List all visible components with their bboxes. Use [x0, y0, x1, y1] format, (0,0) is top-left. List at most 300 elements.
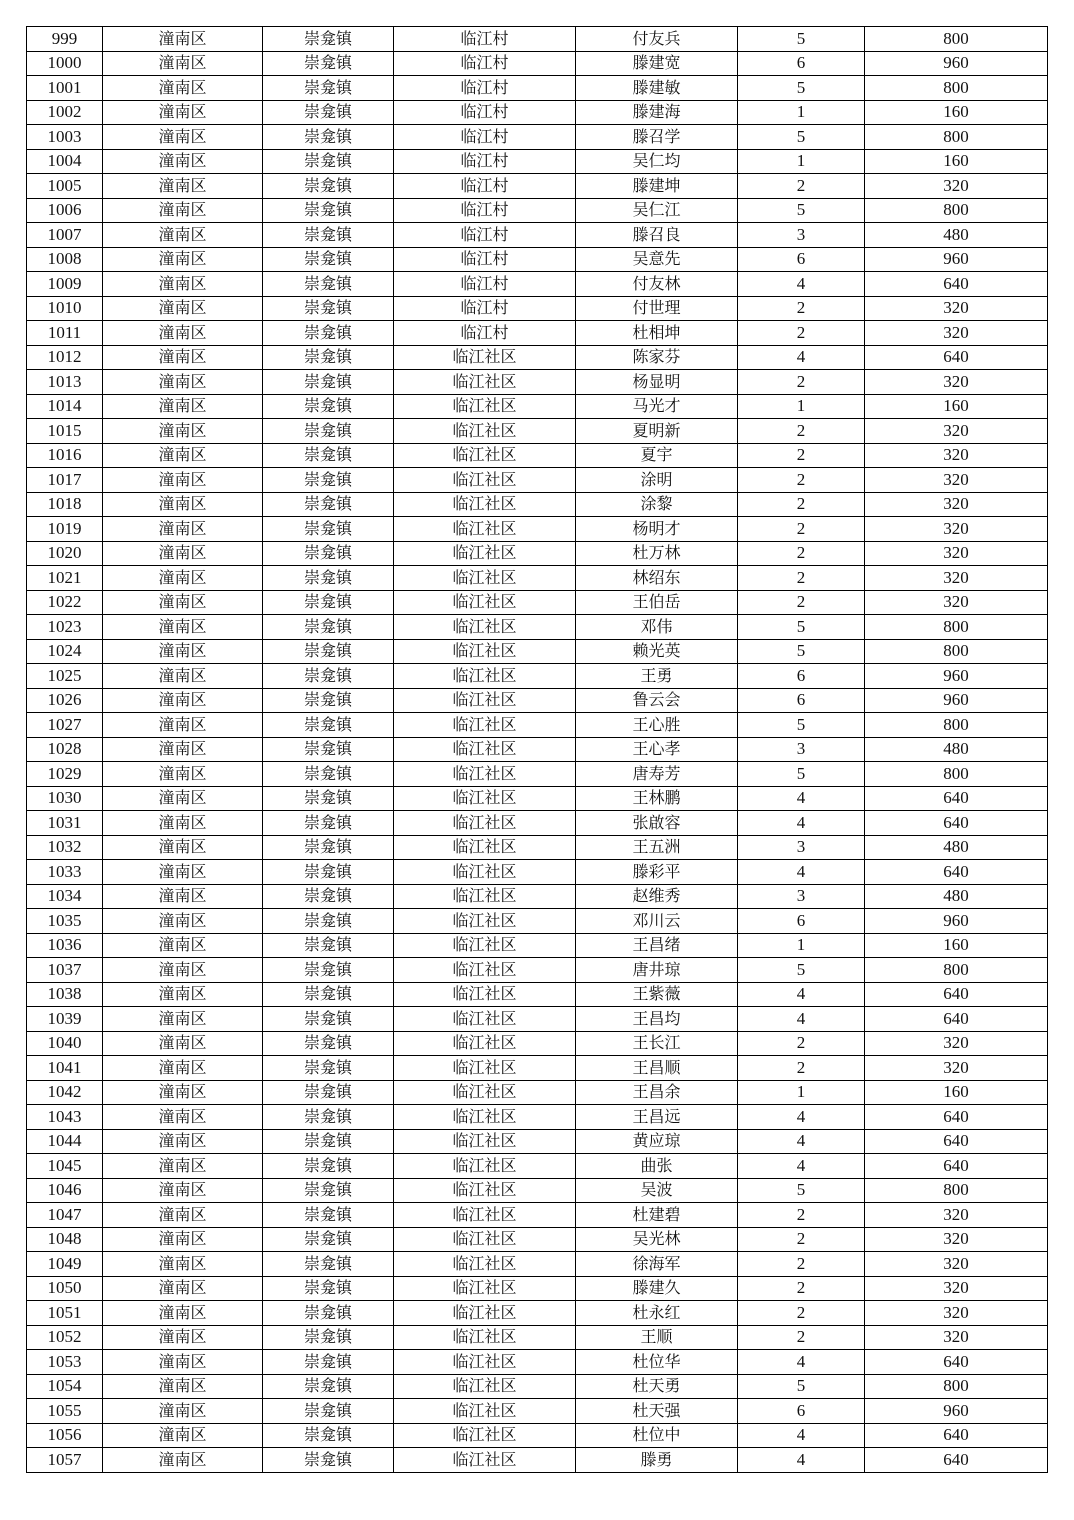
name-cell: 付世理 [576, 296, 738, 321]
village-cell: 临江社区 [394, 1080, 576, 1105]
name-cell: 徐海军 [576, 1252, 738, 1277]
table-row [27, 370, 1048, 395]
table-row [27, 1350, 1048, 1375]
village-cell: 临江社区 [394, 615, 576, 640]
table-row [27, 664, 1048, 689]
row-number: 1013 [27, 370, 103, 395]
row-number: 1009 [27, 272, 103, 297]
amount-cell: 160 [865, 394, 1048, 419]
town-cell: 崇龛镇 [263, 492, 394, 517]
count-cell: 2 [738, 1056, 865, 1081]
name-cell: 王昌均 [576, 1007, 738, 1032]
village-cell: 临江社区 [394, 394, 576, 419]
table-row [27, 1325, 1048, 1350]
village-cell: 临江村 [394, 296, 576, 321]
village-cell: 临江社区 [394, 1252, 576, 1277]
row-number: 1030 [27, 786, 103, 811]
village-cell: 临江社区 [394, 958, 576, 983]
town-cell: 崇龛镇 [263, 517, 394, 542]
row-number: 1037 [27, 958, 103, 983]
amount-cell: 320 [865, 566, 1048, 591]
village-cell: 临江社区 [394, 1154, 576, 1179]
row-number: 1007 [27, 223, 103, 248]
district-cell: 潼南区 [103, 1227, 263, 1252]
town-cell: 崇龛镇 [263, 639, 394, 664]
town-cell: 崇龛镇 [263, 566, 394, 591]
district-cell: 潼南区 [103, 1276, 263, 1301]
count-cell: 4 [738, 1007, 865, 1032]
amount-cell: 960 [865, 688, 1048, 713]
district-cell: 潼南区 [103, 419, 263, 444]
amount-cell: 960 [865, 909, 1048, 934]
table-row [27, 541, 1048, 566]
row-number: 1024 [27, 639, 103, 664]
amount-cell: 640 [865, 1129, 1048, 1154]
table-row [27, 1056, 1048, 1081]
town-cell: 崇龛镇 [263, 1350, 394, 1375]
town-cell: 崇龛镇 [263, 884, 394, 909]
district-cell: 潼南区 [103, 27, 263, 52]
count-cell: 2 [738, 590, 865, 615]
district-cell: 潼南区 [103, 517, 263, 542]
village-cell: 临江社区 [394, 933, 576, 958]
name-cell: 张啟容 [576, 811, 738, 836]
row-number: 1027 [27, 713, 103, 738]
district-cell: 潼南区 [103, 272, 263, 297]
town-cell: 崇龛镇 [263, 76, 394, 101]
amount-cell: 480 [865, 223, 1048, 248]
row-number: 1011 [27, 321, 103, 346]
row-number: 1016 [27, 443, 103, 468]
village-cell: 临江社区 [394, 884, 576, 909]
row-number: 1021 [27, 566, 103, 591]
row-number: 1048 [27, 1227, 103, 1252]
table-row [27, 174, 1048, 199]
town-cell: 崇龛镇 [263, 786, 394, 811]
table-row [27, 958, 1048, 983]
town-cell: 崇龛镇 [263, 1203, 394, 1228]
row-number: 1026 [27, 688, 103, 713]
name-cell: 马光才 [576, 394, 738, 419]
count-cell: 2 [738, 1325, 865, 1350]
table-row [27, 1374, 1048, 1399]
town-cell: 崇龛镇 [263, 27, 394, 52]
town-cell: 崇龛镇 [263, 247, 394, 272]
table-row [27, 468, 1048, 493]
row-number: 1045 [27, 1154, 103, 1179]
amount-cell: 320 [865, 419, 1048, 444]
amount-cell: 800 [865, 615, 1048, 640]
amount-cell: 800 [865, 639, 1048, 664]
district-cell: 潼南区 [103, 1154, 263, 1179]
count-cell: 2 [738, 492, 865, 517]
amount-cell: 320 [865, 1203, 1048, 1228]
village-cell: 临江社区 [394, 1399, 576, 1424]
row-number: 1001 [27, 76, 103, 101]
town-cell: 崇龛镇 [263, 272, 394, 297]
name-cell: 杜万林 [576, 541, 738, 566]
row-number: 1012 [27, 345, 103, 370]
village-cell: 临江村 [394, 76, 576, 101]
row-number: 1044 [27, 1129, 103, 1154]
count-cell: 5 [738, 1178, 865, 1203]
table-row [27, 51, 1048, 76]
count-cell: 3 [738, 223, 865, 248]
town-cell: 崇龛镇 [263, 394, 394, 419]
district-cell: 潼南区 [103, 125, 263, 150]
table-row [27, 615, 1048, 640]
name-cell: 吴仁江 [576, 198, 738, 223]
town-cell: 崇龛镇 [263, 541, 394, 566]
row-number: 1033 [27, 860, 103, 885]
table-row [27, 1252, 1048, 1277]
amount-cell: 800 [865, 762, 1048, 787]
table-row [27, 860, 1048, 885]
row-number: 1034 [27, 884, 103, 909]
table-row [27, 223, 1048, 248]
amount-cell: 160 [865, 149, 1048, 174]
village-cell: 临江村 [394, 27, 576, 52]
village-cell: 临江社区 [394, 1374, 576, 1399]
town-cell: 崇龛镇 [263, 1154, 394, 1179]
table-row [27, 737, 1048, 762]
count-cell: 5 [738, 958, 865, 983]
data-table [26, 26, 1048, 1473]
village-cell: 临江村 [394, 100, 576, 125]
name-cell: 唐井琼 [576, 958, 738, 983]
town-cell: 崇龛镇 [263, 1031, 394, 1056]
district-cell: 潼南区 [103, 933, 263, 958]
village-cell: 临江社区 [394, 786, 576, 811]
district-cell: 潼南区 [103, 884, 263, 909]
table-row [27, 1178, 1048, 1203]
amount-cell: 960 [865, 664, 1048, 689]
town-cell: 崇龛镇 [263, 321, 394, 346]
village-cell: 临江村 [394, 125, 576, 150]
count-cell: 4 [738, 1154, 865, 1179]
name-cell: 杨明才 [576, 517, 738, 542]
name-cell: 滕建敏 [576, 76, 738, 101]
table-row [27, 1203, 1048, 1228]
district-cell: 潼南区 [103, 664, 263, 689]
district-cell: 潼南区 [103, 370, 263, 395]
village-cell: 临江社区 [394, 517, 576, 542]
count-cell: 2 [738, 174, 865, 199]
document-page [26, 26, 1047, 1473]
count-cell: 3 [738, 737, 865, 762]
village-cell: 临江社区 [394, 1325, 576, 1350]
name-cell: 滕建宽 [576, 51, 738, 76]
village-cell: 临江社区 [394, 688, 576, 713]
name-cell: 赖光英 [576, 639, 738, 664]
name-cell: 涂明 [576, 468, 738, 493]
amount-cell: 320 [865, 174, 1048, 199]
village-cell: 临江社区 [394, 1423, 576, 1448]
amount-cell: 800 [865, 76, 1048, 101]
row-number: 1041 [27, 1056, 103, 1081]
count-cell: 2 [738, 1276, 865, 1301]
table-row [27, 688, 1048, 713]
table-row [27, 1399, 1048, 1424]
count-cell: 5 [738, 198, 865, 223]
town-cell: 崇龛镇 [263, 296, 394, 321]
village-cell: 临江社区 [394, 835, 576, 860]
amount-cell: 480 [865, 737, 1048, 762]
village-cell: 临江社区 [394, 909, 576, 934]
count-cell: 4 [738, 1129, 865, 1154]
table-row [27, 419, 1048, 444]
name-cell: 王顺 [576, 1325, 738, 1350]
name-cell: 涂黎 [576, 492, 738, 517]
table-row [27, 517, 1048, 542]
count-cell: 2 [738, 419, 865, 444]
amount-cell: 320 [865, 321, 1048, 346]
row-number: 1035 [27, 909, 103, 934]
table-row [27, 149, 1048, 174]
name-cell: 滕建海 [576, 100, 738, 125]
town-cell: 崇龛镇 [263, 590, 394, 615]
name-cell: 杜天强 [576, 1399, 738, 1424]
district-cell: 潼南区 [103, 566, 263, 591]
district-cell: 潼南区 [103, 100, 263, 125]
table-row [27, 1227, 1048, 1252]
table-row [27, 272, 1048, 297]
name-cell: 邓伟 [576, 615, 738, 640]
village-cell: 临江社区 [394, 860, 576, 885]
district-cell: 潼南区 [103, 713, 263, 738]
district-cell: 潼南区 [103, 76, 263, 101]
count-cell: 6 [738, 51, 865, 76]
town-cell: 崇龛镇 [263, 419, 394, 444]
district-cell: 潼南区 [103, 958, 263, 983]
amount-cell: 320 [865, 443, 1048, 468]
table-row [27, 909, 1048, 934]
table-row [27, 1007, 1048, 1032]
count-cell: 2 [738, 1203, 865, 1228]
town-cell: 崇龛镇 [263, 198, 394, 223]
table-row [27, 1105, 1048, 1130]
row-number: 1055 [27, 1399, 103, 1424]
name-cell: 杜位中 [576, 1423, 738, 1448]
table-row [27, 492, 1048, 517]
row-number: 1003 [27, 125, 103, 150]
amount-cell: 800 [865, 27, 1048, 52]
table-row [27, 76, 1048, 101]
count-cell: 5 [738, 762, 865, 787]
name-cell: 夏宇 [576, 443, 738, 468]
count-cell: 2 [738, 566, 865, 591]
district-cell: 潼南区 [103, 1350, 263, 1375]
village-cell: 临江村 [394, 174, 576, 199]
amount-cell: 320 [865, 590, 1048, 615]
town-cell: 崇龛镇 [263, 835, 394, 860]
district-cell: 潼南区 [103, 1203, 263, 1228]
count-cell: 2 [738, 1227, 865, 1252]
district-cell: 潼南区 [103, 198, 263, 223]
name-cell: 王心孝 [576, 737, 738, 762]
town-cell: 崇龛镇 [263, 1423, 394, 1448]
town-cell: 崇龛镇 [263, 811, 394, 836]
village-cell: 临江社区 [394, 1056, 576, 1081]
district-cell: 潼南区 [103, 615, 263, 640]
name-cell: 付友林 [576, 272, 738, 297]
town-cell: 崇龛镇 [263, 933, 394, 958]
count-cell: 4 [738, 1423, 865, 1448]
row-number: 1008 [27, 247, 103, 272]
amount-cell: 800 [865, 125, 1048, 150]
district-cell: 潼南区 [103, 1301, 263, 1326]
count-cell: 5 [738, 615, 865, 640]
table-row [27, 296, 1048, 321]
name-cell: 林绍东 [576, 566, 738, 591]
village-cell: 临江社区 [394, 982, 576, 1007]
table-row [27, 100, 1048, 125]
district-cell: 潼南区 [103, 149, 263, 174]
town-cell: 崇龛镇 [263, 860, 394, 885]
row-number: 1057 [27, 1448, 103, 1473]
count-cell: 5 [738, 125, 865, 150]
row-number: 1004 [27, 149, 103, 174]
count-cell: 5 [738, 76, 865, 101]
town-cell: 崇龛镇 [263, 713, 394, 738]
count-cell: 2 [738, 370, 865, 395]
amount-cell: 320 [865, 1252, 1048, 1277]
district-cell: 潼南区 [103, 345, 263, 370]
table-row [27, 884, 1048, 909]
table-row [27, 566, 1048, 591]
table-row [27, 198, 1048, 223]
row-number: 1022 [27, 590, 103, 615]
village-cell: 临江社区 [394, 762, 576, 787]
district-cell: 潼南区 [103, 860, 263, 885]
name-cell: 吴波 [576, 1178, 738, 1203]
district-cell: 潼南区 [103, 223, 263, 248]
row-number: 1002 [27, 100, 103, 125]
table-row [27, 786, 1048, 811]
row-number: 1020 [27, 541, 103, 566]
row-number: 1017 [27, 468, 103, 493]
count-cell: 2 [738, 443, 865, 468]
amount-cell: 640 [865, 272, 1048, 297]
row-number: 1023 [27, 615, 103, 640]
district-cell: 潼南区 [103, 1374, 263, 1399]
amount-cell: 640 [865, 1350, 1048, 1375]
town-cell: 崇龛镇 [263, 1374, 394, 1399]
district-cell: 潼南区 [103, 982, 263, 1007]
town-cell: 崇龛镇 [263, 174, 394, 199]
amount-cell: 320 [865, 492, 1048, 517]
count-cell: 4 [738, 272, 865, 297]
amount-cell: 640 [865, 1423, 1048, 1448]
amount-cell: 320 [865, 1301, 1048, 1326]
town-cell: 崇龛镇 [263, 468, 394, 493]
name-cell: 滕勇 [576, 1448, 738, 1473]
district-cell: 潼南区 [103, 321, 263, 346]
count-cell: 1 [738, 933, 865, 958]
name-cell: 王伯岳 [576, 590, 738, 615]
town-cell: 崇龛镇 [263, 762, 394, 787]
count-cell: 1 [738, 149, 865, 174]
table-row [27, 590, 1048, 615]
amount-cell: 960 [865, 51, 1048, 76]
town-cell: 崇龛镇 [263, 1080, 394, 1105]
row-number: 1054 [27, 1374, 103, 1399]
village-cell: 临江社区 [394, 345, 576, 370]
amount-cell: 800 [865, 713, 1048, 738]
town-cell: 崇龛镇 [263, 958, 394, 983]
name-cell: 唐寿芳 [576, 762, 738, 787]
town-cell: 崇龛镇 [263, 370, 394, 395]
name-cell: 滕彩平 [576, 860, 738, 885]
name-cell: 杜位华 [576, 1350, 738, 1375]
row-number: 999 [27, 27, 103, 52]
amount-cell: 320 [865, 1325, 1048, 1350]
amount-cell: 320 [865, 370, 1048, 395]
amount-cell: 320 [865, 1276, 1048, 1301]
district-cell: 潼南区 [103, 174, 263, 199]
count-cell: 5 [738, 27, 865, 52]
amount-cell: 320 [865, 1031, 1048, 1056]
district-cell: 潼南区 [103, 1252, 263, 1277]
village-cell: 临江社区 [394, 1203, 576, 1228]
amount-cell: 160 [865, 100, 1048, 125]
row-number: 1039 [27, 1007, 103, 1032]
village-cell: 临江社区 [394, 492, 576, 517]
district-cell: 潼南区 [103, 1448, 263, 1473]
amount-cell: 640 [865, 982, 1048, 1007]
count-cell: 5 [738, 1374, 865, 1399]
amount-cell: 800 [865, 958, 1048, 983]
village-cell: 临江社区 [394, 713, 576, 738]
town-cell: 崇龛镇 [263, 1301, 394, 1326]
amount-cell: 640 [865, 786, 1048, 811]
name-cell: 滕建坤 [576, 174, 738, 199]
row-number: 1050 [27, 1276, 103, 1301]
name-cell: 王长江 [576, 1031, 738, 1056]
name-cell: 黄应琼 [576, 1129, 738, 1154]
village-cell: 临江村 [394, 149, 576, 174]
amount-cell: 480 [865, 835, 1048, 860]
count-cell: 4 [738, 1350, 865, 1375]
name-cell: 吴意先 [576, 247, 738, 272]
name-cell: 杜相坤 [576, 321, 738, 346]
district-cell: 潼南区 [103, 541, 263, 566]
table-row [27, 394, 1048, 419]
amount-cell: 320 [865, 541, 1048, 566]
table-row [27, 1301, 1048, 1326]
table-row [27, 1129, 1048, 1154]
amount-cell: 640 [865, 1105, 1048, 1130]
district-cell: 潼南区 [103, 1080, 263, 1105]
village-cell: 临江社区 [394, 419, 576, 444]
district-cell: 潼南区 [103, 688, 263, 713]
village-cell: 临江社区 [394, 1007, 576, 1032]
name-cell: 杜建碧 [576, 1203, 738, 1228]
amount-cell: 320 [865, 468, 1048, 493]
town-cell: 崇龛镇 [263, 149, 394, 174]
table-row [27, 1276, 1048, 1301]
row-number: 1019 [27, 517, 103, 542]
count-cell: 3 [738, 835, 865, 860]
name-cell: 吴光林 [576, 1227, 738, 1252]
district-cell: 潼南区 [103, 51, 263, 76]
amount-cell: 320 [865, 296, 1048, 321]
town-cell: 崇龛镇 [263, 1105, 394, 1130]
count-cell: 6 [738, 909, 865, 934]
name-cell: 滕建久 [576, 1276, 738, 1301]
district-cell: 潼南区 [103, 296, 263, 321]
village-cell: 临江社区 [394, 541, 576, 566]
